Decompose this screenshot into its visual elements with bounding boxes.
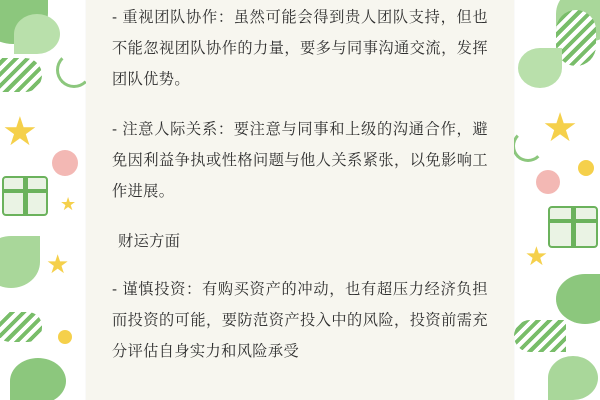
blob-shape-icon [52,150,78,176]
leaf-shape-icon [10,358,66,400]
striped-banner-icon [514,320,566,352]
blob-shape-icon [536,170,560,194]
star-icon: ★ [524,242,548,272]
striped-banner-icon [556,10,596,66]
star-icon: ★ [2,109,38,155]
curve-shape-icon [56,52,86,88]
paragraph-teamwork: - 重视团队协作：虽然可能会得到贵人团队支持，但也不能忽视团队协作的力量，要多与同事沟通交流，发挥团队优势。 [112,9,488,88]
leaf-shape-icon [556,274,600,324]
left-decoration-band [0,0,86,400]
dot-icon [578,160,594,176]
dot-icon [58,330,72,344]
leaf-shape-icon [518,48,562,88]
leaf-shape-icon [14,14,60,54]
striped-banner-icon [0,58,42,92]
right-decoration-band [514,0,600,400]
gift-box-icon [2,176,48,216]
paragraph-investment: - 谨慎投资：有购买资产的冲动，也有超压力经济负担而投资的可能，要防范资产投入中的风险，投资前需充分评估自身实力和风险承受 [112,281,488,360]
leaf-shape-icon [548,356,598,400]
leaf-shape-icon [0,236,40,288]
document-body [86,0,514,400]
section-heading-wealth: 财运方面 [118,233,181,250]
star-icon: ★ [60,194,77,215]
curve-shape-icon [514,130,544,162]
paragraph-relationships: - 注意人际关系：要注意与同事和上级的沟通合作，避免因利益争执或性格问题与他人关系紧张，以免影响工作进展。 [112,121,488,200]
star-icon: ★ [542,105,578,151]
gift-box-icon [548,206,598,248]
striped-banner-icon [0,312,42,342]
star-icon: ★ [46,250,70,280]
paper-sheet [86,0,514,400]
